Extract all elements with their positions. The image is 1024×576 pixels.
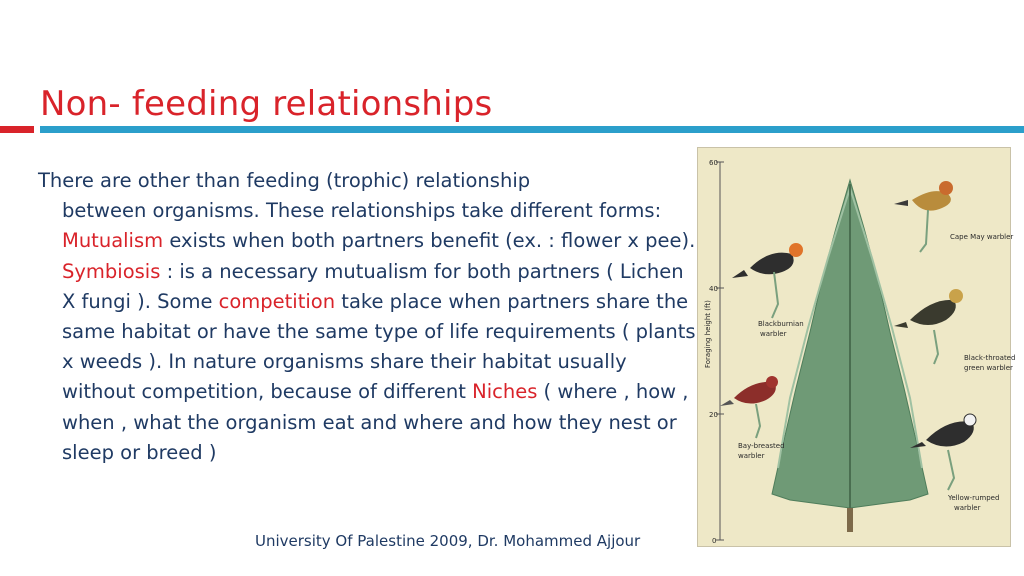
label-blackburnian-2: warbler [760, 330, 787, 338]
body-segment-2: exists when both partners benefit (ex. : flower x pee). [163, 229, 696, 253]
label-bay-breasted-2: warbler [738, 452, 765, 460]
body-first-line: There are other than feeding (trophic) relationship [38, 169, 531, 192]
body-text [38, 166, 700, 468]
label-black-throated-2: green warbler [964, 364, 1013, 372]
tick-label-40: 40 [709, 285, 718, 293]
bay-breasted-warbler-bird-icon [720, 376, 778, 438]
term-competition: competition [218, 289, 336, 313]
label-cape-may-warbler: Cape May warbler [950, 233, 1014, 241]
conifer-tree-icon [772, 180, 928, 532]
slide-title: Non- feeding relationships [40, 84, 493, 124]
title-rule-blue-bar [40, 126, 1024, 133]
title-accent-red-bar [0, 126, 34, 133]
tick-label-0: 0 [712, 537, 717, 545]
body-segment-3: : is a necessary mutualism for both partners ( Lichen X fungi ). Some [62, 259, 684, 313]
term-symbiosis: Symbiosis [62, 259, 161, 283]
slide-footer: University Of Palestine 2009, Dr. Mohammed Ajjour [255, 532, 641, 550]
blackburnian-warbler-bird-icon [732, 243, 803, 318]
tick-label-20: 20 [709, 411, 718, 419]
label-blackburnian-1: Blackburnian [758, 320, 804, 328]
label-black-throated-1: Black-throated [964, 354, 1016, 362]
label-yellow-rumped-2: warbler [954, 504, 981, 512]
warbler-foraging-figure [697, 147, 1016, 547]
term-mutualism: Mutualism [62, 229, 164, 253]
cape-may-warbler-bird-icon [894, 181, 953, 252]
body-paragraph [38, 196, 700, 468]
body-segment-1: between organisms. These relationships take different forms: [62, 199, 662, 223]
label-bay-breasted-1: Bay-breasted [738, 442, 785, 450]
black-throated-green-warbler-bird-icon [894, 289, 963, 364]
warbler-foraging-illustration [698, 148, 1016, 546]
body-segment-4: take place when partners share the same habitat or have the same type of life requirements ( plants x weeds ). In nature organisms share their habitat usually without competition, because of different [62, 289, 696, 404]
term-niches: Niches [472, 380, 538, 404]
label-yellow-rumped-1: Yellow-rumped [948, 494, 1000, 502]
tick-label-60: 60 [709, 159, 718, 167]
axis-label: Foraging height (ft) [704, 300, 712, 368]
body-segment-5: ( where , how , when , what the organism eat and where and how they nest or sleep or breed ) [62, 380, 689, 464]
